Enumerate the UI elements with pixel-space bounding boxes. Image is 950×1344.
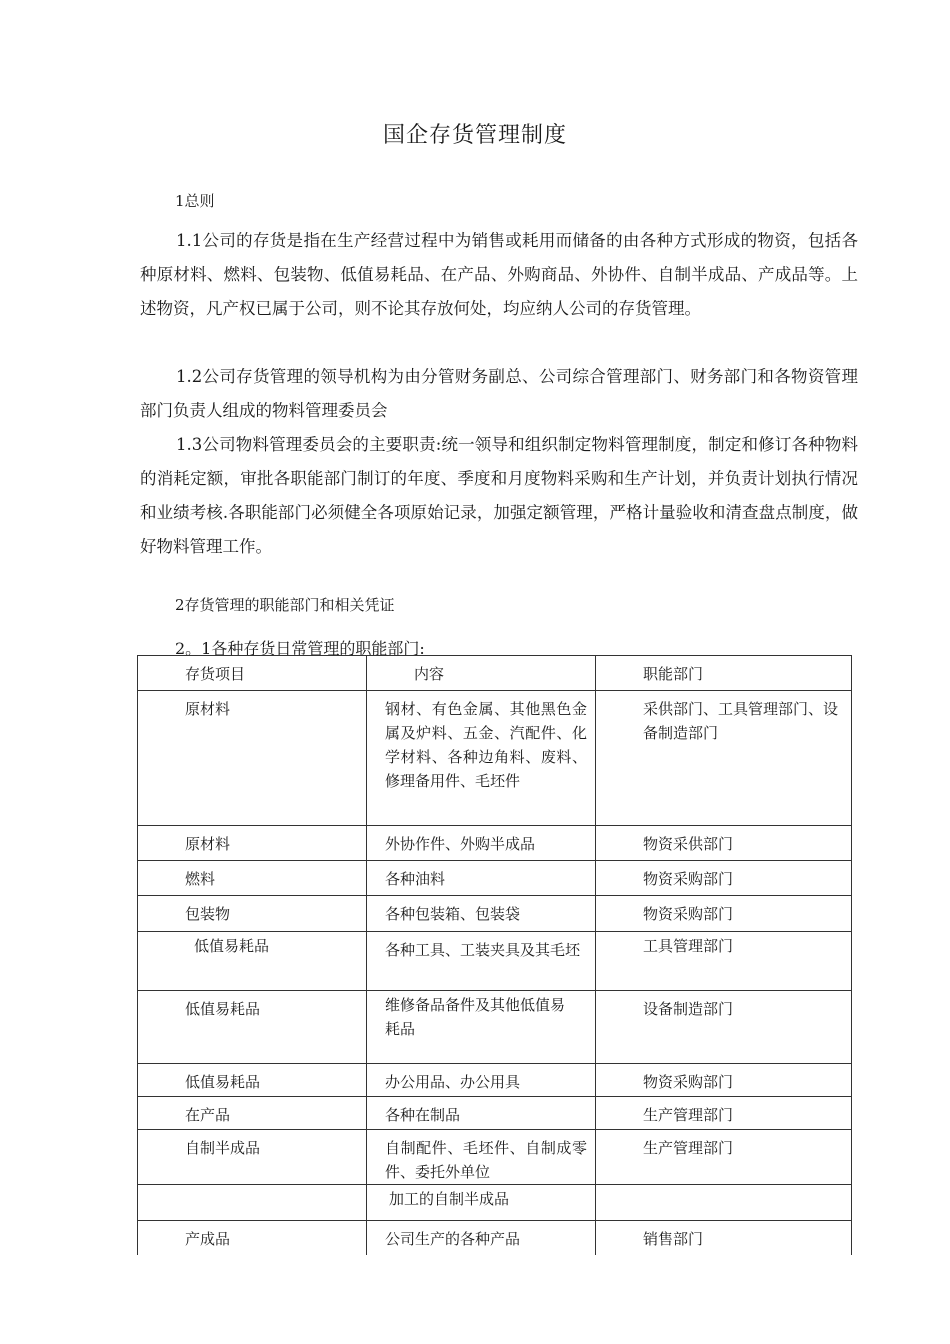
cell-content: 各种包装箱、包装袋 <box>367 896 596 932</box>
section-2-heading: 2存货管理的职能部门和相关凭证 <box>175 596 395 614</box>
cell-content: 各种油料 <box>367 861 596 896</box>
cell-dept: 生产管理部门 <box>596 1130 852 1185</box>
cell-content: 外协作件、外购半成品 <box>367 826 596 861</box>
cell-dept: 设备制造部门 <box>596 991 852 1064</box>
table-row <box>138 991 852 1064</box>
document-title: 国企存货管理制度 <box>382 123 567 148</box>
header-item: 存货项目 <box>138 656 367 691</box>
paragraph-1-2: 1.2公司存货管理的领导机构为由分管财务副总、公司综合管理部门、财务部门和各物资管理部门负责人组成的物料管理委员会 <box>140 367 858 420</box>
cell-item: 包装物 <box>138 896 367 932</box>
cell-dept: 物资采购部门 <box>596 861 852 896</box>
cell-content: 各种在制品 <box>367 1097 596 1130</box>
cell-content: 公司生产的各种产品 <box>367 1221 596 1255</box>
cell-item: 燃料 <box>138 861 367 896</box>
cell-dept: 采供部门、工具管理部门、设备制造部门 <box>596 691 852 826</box>
cell-dept: 物资采供部门 <box>596 826 852 861</box>
table-row <box>138 861 852 896</box>
table-row <box>138 1221 852 1255</box>
table-row <box>138 691 852 826</box>
table-row <box>138 826 852 861</box>
cell-item: 低值易耗品 <box>138 932 367 991</box>
table-row <box>138 1185 852 1221</box>
cell-dept: 销售部门 <box>596 1221 852 1255</box>
header-dept: 职能部门 <box>596 656 852 691</box>
table-row <box>138 1064 852 1097</box>
cell-content: 加工的自制半成品 <box>367 1185 596 1221</box>
table-row <box>138 932 852 991</box>
table-row <box>138 896 852 932</box>
cell-dept: 物资采购部门 <box>596 896 852 932</box>
section-1-heading: 1总则 <box>175 192 215 210</box>
cell-dept: 生产管理部门 <box>596 1097 852 1130</box>
cell-content: 自制配件、毛坯件、自制成零件、委托外单位 <box>367 1130 596 1185</box>
table-caption: 2。1各种存货日常管理的职能部门: <box>175 639 425 658</box>
cell-dept: 工具管理部门 <box>596 932 852 991</box>
cell-item: 产成品 <box>138 1221 367 1255</box>
cell-item: 自制半成品 <box>138 1130 367 1185</box>
cell-item: 低值易耗品 <box>138 991 367 1064</box>
cell-item: 原材料 <box>138 691 367 826</box>
paragraph-1-1: 1.1公司的存货是指在生产经营过程中为销售或耗用而储备的由各种方式形成的物资，包括各种原材料、燃料、包装物、低值易耗品、在产品、外购商品、外协件、自制半成品、产成品等。上述物资，凡产权已属于公司，则不论其存放何处，均应纳人公司的存货管理。 <box>140 231 858 318</box>
cell-content: 办公用品、办公用具 <box>367 1064 596 1097</box>
cell-dept <box>596 1185 852 1221</box>
header-content: 内容 <box>367 656 596 691</box>
paragraph-1-3: 1.3公司物料管理委员会的主要职责:统一领导和组织制定物料管理制度，制定和修订各种物料的消耗定额，审批各职能部门制订的年度、季度和月度物料采购和生产计划，并负责计划执行情况和业绩考核.各职能部门必须健全各项原始记录，加强定额管理，严格计量验收和清查盘点制度，做好物料管理工作。 <box>140 435 858 556</box>
cell-content: 钢材、有色金属、其他黑色金属及炉料、五金、汽配件、化学材料、各种边角料、废料、修理备用件、毛坯件 <box>367 691 596 826</box>
table-row <box>138 1130 852 1185</box>
cell-content: 维修备品备件及其他低值易耗品 <box>367 991 596 1064</box>
inventory-department-table <box>137 655 852 1255</box>
cell-item: 低值易耗品 <box>138 1064 367 1097</box>
table-row <box>138 1097 852 1130</box>
cell-dept: 物资采购部门 <box>596 1064 852 1097</box>
table-header-row <box>138 656 852 691</box>
cell-item <box>138 1185 367 1221</box>
cell-content: 各种工具、工装夹具及其毛坯 <box>367 932 596 991</box>
cell-item: 原材料 <box>138 826 367 861</box>
cell-item: 在产品 <box>138 1097 367 1130</box>
